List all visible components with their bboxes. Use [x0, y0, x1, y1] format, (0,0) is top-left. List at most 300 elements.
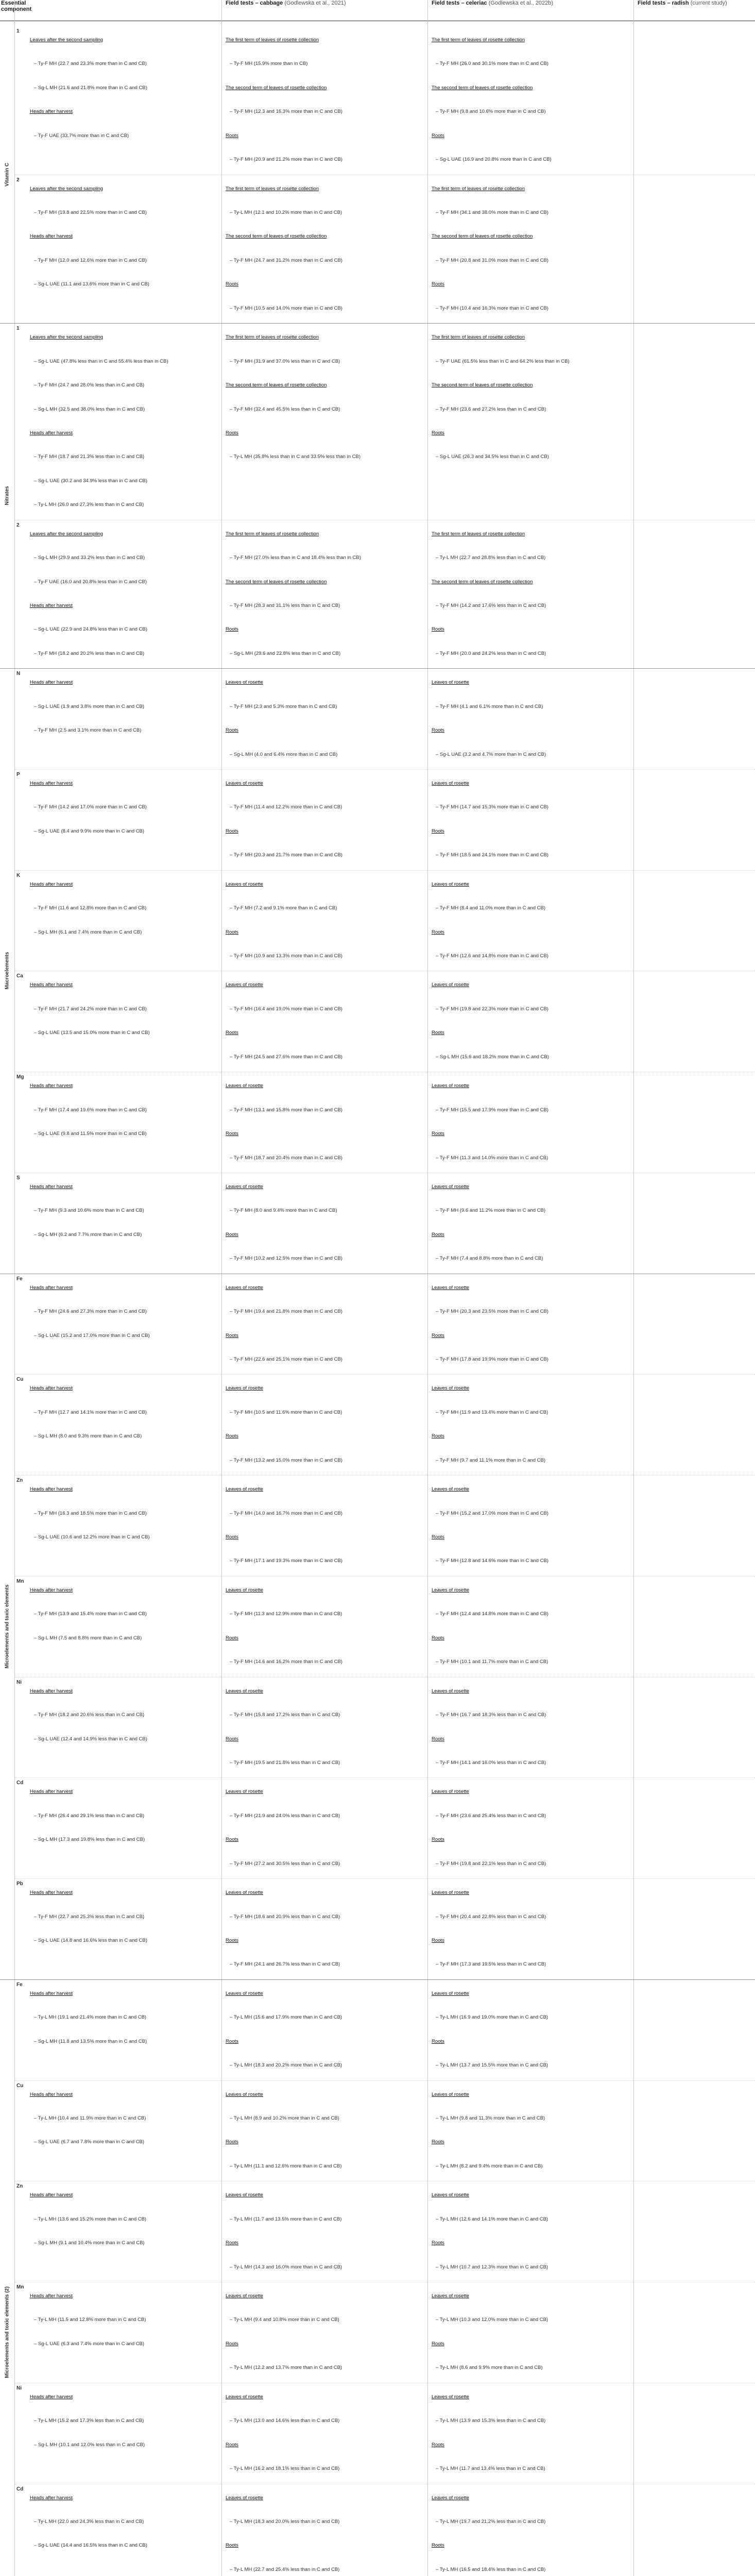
cell-item: – Ty-F MH (7.2 and 9.1% more than in C and CB)	[226, 896, 406, 920]
cell-subheading: Leaves of rosette	[226, 680, 263, 686]
cell-subheading: Roots	[226, 1030, 238, 1036]
column-divider	[14, 0, 15, 2576]
cell-item: – Sg-L MH (29.9 and 33.2% less than in C and CB)	[30, 546, 195, 570]
result-cell-cabbage	[30, 1579, 195, 1650]
cell-subheading: Roots	[432, 727, 444, 734]
cell-item: – Ty-L MH (22.7 and 25.4% less than in C and CB)	[226, 2558, 406, 2576]
cell-item: – Ty-L MH (26.0 and 27.3% less than in C and CB)	[30, 493, 195, 517]
cell-item: – Sg-L UAE (3.2 and 4.7% more than in C and CB)	[432, 743, 638, 767]
cell-subheading: Roots	[226, 2139, 238, 2145]
cell-item: – Ty-F MH (13.9 and 15.4% more than in C and CB)	[30, 1602, 195, 1626]
cell-item: – Ty-F MH (14.6 and 16.2% more than in C and CB)	[226, 1650, 406, 1674]
cell-subheading: Roots	[226, 281, 238, 287]
cell-item: – Ty-F MH (12.3 and 16.3% more than in C and CB)	[226, 100, 406, 124]
result-cell-celeriac	[226, 1982, 406, 2078]
result-cell-radish	[432, 1175, 638, 1271]
cell-subheading: Roots	[432, 1837, 444, 1843]
cell-item: – Sg-L UAE (30.2 and 34.9% less than in C and CB)	[30, 469, 195, 493]
result-cell-cabbage	[30, 1175, 195, 1247]
result-cell-celeriac	[226, 2083, 406, 2179]
cell-subheading: Roots	[226, 2543, 238, 2549]
cell-subheading: Roots	[432, 2442, 444, 2448]
cell-subheading: Heads after harvest	[30, 1789, 73, 1795]
cell-item: – Sg-L UAE (15.2 and 17.0% more than in C and CB)	[30, 1324, 195, 1348]
cell-subheading: The second term of leaves of rosette collection	[432, 382, 533, 388]
row-symbol: S	[16, 1175, 20, 1181]
cell-subheading: Roots	[226, 1131, 238, 1137]
group-separator	[0, 1979, 755, 1980]
result-cell-celeriac	[226, 177, 406, 321]
cell-subheading: Roots	[432, 2543, 444, 2549]
cell-subheading: Leaves of rosette	[226, 1385, 263, 1392]
cell-subheading: Leaves of rosette	[226, 2091, 263, 2097]
cell-subheading: Leaves of rosette	[432, 1083, 469, 1089]
cell-item: – Sg-L MH (17.3 and 19.8% less than in C and CB)	[30, 1828, 195, 1852]
result-cell-celeriac	[226, 671, 406, 767]
row-symbol: Fe	[16, 1276, 23, 1282]
cell-subheading: The first term of leaves of rosette collection	[432, 334, 525, 341]
cell-subheading: Roots	[432, 1635, 444, 1641]
cell-item: – Ty-L MH (35.8% less than in C and 33.5% less than in CB)	[226, 445, 406, 469]
cell-item: – Ty-F MH (11.3 and 12.9% more than in C and CB)	[226, 1602, 406, 1626]
row-separator	[14, 870, 755, 871]
cell-item: – Sg-L UAE (9.8 and 11.5% more than in C and CB)	[30, 1122, 195, 1146]
cell-subheading: Roots	[226, 1534, 238, 1540]
cell-subheading: Roots	[432, 430, 444, 436]
cell-subheading: The second term of leaves of rosette collection	[226, 233, 327, 240]
result-cell-celeriac	[226, 1276, 406, 1372]
cell-item: – Ty-F MH (20.9 and 21.2% more than in C and CB)	[226, 148, 406, 172]
cell-subheading: Leaves of rosette	[226, 2293, 263, 2299]
result-cell-radish	[432, 1579, 638, 1674]
col-header-celeriac-ref: (Godlewska et al., 2022b)	[488, 0, 554, 6]
cell-subheading: Roots	[226, 1635, 238, 1641]
row-symbol: Mn	[16, 2284, 24, 2291]
row-separator	[14, 1576, 755, 1577]
cell-item: – Sg-L UAE (47.8% less than in C and 55.4% less than in CB)	[30, 350, 195, 374]
col-header-radish	[638, 0, 751, 6]
cell-subheading: The second term of leaves of rosette collection	[226, 382, 327, 388]
cell-item: – Ty-L MH (13.7 and 15.5% more than in C and CB)	[432, 2054, 638, 2077]
cell-item: – Ty-L MH (15.6 and 17.9% more than in C and CB)	[226, 2006, 406, 2029]
result-cell-radish	[432, 1276, 638, 1372]
cell-subheading: Roots	[226, 1231, 238, 1238]
result-cell-cabbage	[30, 1881, 195, 1953]
cell-subheading: Roots	[226, 1837, 238, 1843]
cell-item: – Ty-F MH (20.0 and 24.2% less than in C and CB)	[432, 642, 638, 666]
cell-subheading: The first term of leaves of rosette collection	[226, 185, 319, 192]
cell-item: – Ty-L MH (10.4 and 11.9% more than in C and CB)	[30, 2107, 195, 2130]
row-symbol: Ni	[16, 1679, 22, 1685]
cell-item: – Ty-F MH (11.6 and 12.8% more than in C and CB)	[30, 896, 195, 920]
cell-subheading: Heads after harvest	[30, 1486, 73, 1493]
cell-subheading: Leaves of rosette	[432, 1789, 469, 1795]
result-cell-celeriac	[226, 973, 406, 1069]
cell-subheading: Roots	[226, 1433, 238, 1439]
cell-subheading: Roots	[226, 1332, 238, 1338]
cell-subheading: Roots	[432, 132, 444, 139]
row-symbol: 1	[16, 28, 20, 34]
result-cell-celeriac	[226, 1780, 406, 1876]
cell-subheading: Leaves of rosette	[432, 781, 469, 786]
cell-subheading: Heads after harvest	[30, 2495, 73, 2501]
result-cell-cabbage	[30, 522, 195, 666]
cell-item: – Ty-L MH (8.9 and 10.2% more than in C and CB)	[226, 2107, 406, 2130]
cell-subheading: Heads after harvest	[30, 1990, 73, 1996]
cell-subheading: Leaves of rosette	[432, 2394, 469, 2400]
group-label	[0, 1979, 14, 2576]
cell-item: – Ty-L MH (19.7 and 21.2% less than in C and CB)	[432, 2510, 638, 2534]
cell-subheading: Roots	[432, 929, 444, 935]
cell-item: – Ty-F MH (23.6 and 27.2% less than in C and CB)	[432, 398, 638, 421]
cell-subheading: Leaves of rosette	[226, 982, 263, 988]
row-symbol: Cu	[16, 1377, 24, 1383]
cell-item: – Ty-F MH (8.0 and 9.4% more than in C and CB)	[226, 1199, 406, 1223]
cell-item: – Ty-L MH (10.7 and 12.3% more than in C and CB)	[432, 2256, 638, 2279]
cell-item: – Ty-F MH (22.7 and 25.3% less than in C and CB)	[30, 1905, 195, 1929]
cell-item: – Ty-F MH (19.8 and 22.1% less than in C and CB)	[432, 1852, 638, 1876]
cell-subheading: Roots	[226, 929, 238, 935]
col-header-element-label: Essential component	[1, 0, 32, 12]
cell-item: – Ty-L MH (19.1 and 21.4% more than in C and CB)	[30, 2006, 195, 2029]
cell-item: – Ty-F MH (31.9 and 37.0% less than in C and CB)	[226, 350, 406, 374]
group-label-text: Vitamin C	[4, 162, 10, 187]
cell-subheading: Heads after harvest	[30, 1183, 73, 1190]
cell-item: – Ty-L MH (8.6 and 9.9% more than in C and CB)	[432, 2356, 638, 2380]
group-separator	[0, 668, 755, 669]
result-cell-cabbage	[30, 2284, 195, 2356]
cell-item: – Ty-L MH (13.9 and 15.3% less than in C and CB)	[432, 2409, 638, 2433]
cell-item: – Ty-F MH (18.2 and 20.2% less than in C and CB)	[30, 642, 195, 666]
cell-item: – Sg-L UAE (11.1 and 13.6% more than in C and CB)	[30, 273, 195, 296]
cell-subheading: Heads after harvest	[30, 1083, 73, 1089]
cell-item: – Ty-F MH (19.4 and 21.8% more than in C and CB)	[226, 1300, 406, 1324]
cell-item: – Ty-F MH (18.5 and 24.1% more than in C and CB)	[432, 843, 638, 867]
result-cell-cabbage	[30, 772, 195, 843]
result-cell-radish	[432, 671, 638, 767]
cell-item: – Sg-L MH (21.6 and 21.8% more than in C and CB)	[30, 76, 195, 100]
cell-item: – Ty-F MH (27.2 and 30.5% less than in C and CB)	[226, 1852, 406, 1876]
cell-item: – Ty-F MH (10.5 and 11.6% more than in C and CB)	[226, 1401, 406, 1425]
cell-subheading: Roots	[432, 1332, 444, 1338]
cell-item: – Sg-L UAE (16.9 and 20.8% more than in C and CB)	[432, 148, 638, 172]
cell-subheading: The first term of leaves of rosette collection	[432, 37, 525, 43]
cell-item: – Ty-F MH (14.2 and 17.6% less than in C and CB)	[432, 594, 638, 618]
cell-item: – Ty-F MH (17.8 and 19.9% more than in C and CB)	[432, 1348, 638, 1371]
cell-item: – Ty-F MH (27.0% less than in C and 18.4% less than in CB)	[226, 546, 406, 570]
cell-subheading: Leaves of rosette	[226, 1486, 263, 1493]
cell-subheading: Leaves of rosette	[432, 982, 469, 988]
group-label-text: Microelements and toxic elements	[4, 1584, 10, 1669]
result-cell-radish	[432, 28, 638, 172]
cell-subheading: Heads after harvest	[30, 2091, 73, 2097]
cell-subheading: Roots	[226, 828, 238, 834]
result-cell-cabbage	[30, 2385, 195, 2457]
cell-item: – Ty-F MH (12.8 and 14.6% more than in C and CB)	[432, 1549, 638, 1573]
cell-subheading: Leaves of rosette	[432, 1688, 469, 1694]
cell-item: – Ty-F MH (18.7 and 20.4% more than in C and CB)	[226, 1146, 406, 1170]
cell-subheading: Heads after harvest	[30, 1587, 73, 1593]
cell-subheading: The second term of leaves of rosette collection	[432, 233, 533, 240]
result-cell-cabbage	[30, 2486, 195, 2558]
cell-item: – Ty-F MH (14.7 and 15.3% more than in C and CB)	[432, 795, 638, 819]
result-cell-cabbage	[30, 1982, 195, 2054]
cell-item: – Ty-F MH (12.4 and 14.8% more than in C and CB)	[432, 1602, 638, 1626]
cell-subheading: Leaves of rosette	[432, 2293, 469, 2299]
cell-item: – Ty-L MH (11.7 and 13.4% less than in C and CB)	[432, 2457, 638, 2481]
result-cell-celeriac	[226, 2183, 406, 2279]
cell-item: – Ty-F MH (19.5 and 21.8% less than in C and CB)	[226, 1751, 406, 1775]
cell-item: – Ty-F MH (9.8 and 10.6% more than in C and CB)	[432, 100, 638, 124]
cell-item: – Sg-L MH (8.0 and 9.3% more than in C and CB)	[30, 1425, 195, 1448]
result-cell-cabbage	[30, 326, 195, 517]
result-cell-cabbage	[30, 1276, 195, 1348]
cell-subheading: Heads after harvest	[30, 982, 73, 988]
result-cell-celeriac	[226, 772, 406, 868]
cell-item: – Ty-F MH (15.9% more than in CB)	[226, 52, 406, 76]
result-cell-radish	[432, 772, 638, 868]
cell-item: – Sg-L UAE (12.4 and 14.9% less than in C and CB)	[30, 1727, 195, 1751]
cell-subheading: Roots	[432, 2240, 444, 2246]
cell-subheading: The first term of leaves of rosette collection	[226, 334, 319, 341]
result-cell-radish	[432, 2385, 638, 2481]
cell-subheading: Roots	[226, 2240, 238, 2246]
cell-item: – Ty-F MH (19.8 and 22.3% more than in C and CB)	[432, 997, 638, 1021]
cell-item: – Ty-F MH (10.2 and 12.5% more than in C and CB)	[226, 1247, 406, 1270]
cell-subheading: Roots	[432, 1231, 444, 1238]
cell-item: – Ty-F MH (16.3 and 18.5% more than in C and CB)	[30, 1502, 195, 1526]
cell-subheading: Heads after harvest	[30, 2394, 73, 2400]
cell-item: – Ty-L MH (22.7 and 28.8% less than in C and CB)	[432, 546, 638, 570]
result-cell-celeriac	[226, 1881, 406, 1977]
row-symbol: N	[16, 671, 21, 677]
result-cell-cabbage	[30, 671, 195, 742]
row-symbol: Pb	[16, 1881, 23, 1887]
row-symbol: Cd	[16, 1780, 24, 1786]
cell-item: – Ty-L MH (8.2 and 9.4% more than in C and CB)	[432, 2155, 638, 2178]
cell-subheading: Heads after harvest	[30, 2192, 73, 2198]
cell-subheading: The first term of leaves of rosette collection	[432, 185, 525, 192]
result-cell-radish	[432, 522, 638, 666]
cell-subheading: Leaves of rosette	[226, 1688, 263, 1694]
cell-item: – Sg-L UAE (10.6 and 12.2% more than in C and CB)	[30, 1526, 195, 1549]
cell-subheading: Leaves of rosette	[226, 1789, 263, 1795]
cell-item: – Ty-F MH (4.1 and 6.1% more than in C and CB)	[432, 695, 638, 719]
cell-item: – Ty-L MH (11.7 and 13.5% more than in C and CB)	[226, 2208, 406, 2231]
cell-subheading: Heads after harvest	[30, 881, 73, 887]
cell-item: – Ty-L MH (11.1 and 12.6% more than in C and CB)	[226, 2155, 406, 2178]
cell-item: – Ty-F MH (24.7 and 28.0% less than in C and CB)	[30, 374, 195, 397]
cell-subheading: Leaves of rosette	[432, 1587, 469, 1593]
cell-subheading: Leaves of rosette	[432, 2091, 469, 2097]
result-cell-celeriac	[226, 873, 406, 969]
cell-item: – Ty-L MH (22.0 and 24.3% less than in C and CB)	[30, 2510, 195, 2534]
cell-item: – Ty-F MH (10.9 and 13.3% more than in C and CB)	[226, 944, 406, 968]
result-cell-cabbage	[30, 1680, 195, 1751]
row-symbol: Zn	[16, 1478, 23, 1484]
cell-item: – Ty-F MH (13.2 and 15.0% more than in C and CB)	[226, 1449, 406, 1472]
row-symbol: Ni	[16, 2385, 22, 2391]
cell-item: – Ty-F MH (21.9 and 24.0% less than in C and CB)	[226, 1804, 406, 1828]
row-symbol: Ca	[16, 973, 23, 979]
result-cell-cabbage	[30, 873, 195, 944]
cell-subheading: The second term of leaves of rosette collection	[226, 84, 327, 91]
result-cell-radish	[432, 1074, 638, 1170]
cell-item: – Ty-L MH (12.6 and 14.1% more than in C and CB)	[432, 2208, 638, 2231]
row-separator	[14, 2080, 755, 2081]
cell-subheading: The first term of leaves of rosette collection	[226, 531, 319, 537]
cell-subheading: Roots	[226, 626, 238, 633]
cell-item: – Ty-L MH (14.3 and 16.0% more than in C and CB)	[226, 2256, 406, 2279]
cell-item: – Ty-F MH (15.2 and 17.0% more than in C and CB)	[432, 1502, 638, 1526]
cell-subheading: The first term of leaves of rosette collection	[432, 531, 525, 537]
cell-subheading: Roots	[432, 626, 444, 633]
result-cell-celeriac	[226, 1074, 406, 1170]
cell-subheading: Roots	[432, 1433, 444, 1439]
cell-subheading: Leaves of rosette	[226, 1890, 263, 1896]
cell-item: – Ty-F MH (34.1 and 38.0% more than in C and CB)	[432, 201, 638, 225]
result-cell-cabbage	[30, 1780, 195, 1852]
cell-item: – Sg-L UAE (6.3 and 7.4% more than in C and CB)	[30, 2332, 195, 2356]
cell-item: – Ty-F MH (16.4 and 19.0% more than in C and CB)	[226, 997, 406, 1021]
result-cell-radish	[432, 973, 638, 1069]
cell-item: – Ty-F MH (13.1 and 15.8% more than in C and CB)	[226, 1098, 406, 1122]
cell-item: – Ty-F MH (28.3 and 31.1% less than in C and CB)	[226, 594, 406, 618]
result-cell-cabbage	[30, 973, 195, 1045]
cell-subheading: Leaves of rosette	[226, 1587, 263, 1593]
result-cell-radish	[432, 1982, 638, 2078]
row-symbol: Mg	[16, 1074, 24, 1080]
cell-item: – Ty-F MH (18.7 and 21.3% less than in C and CB)	[30, 445, 195, 469]
group-label	[0, 323, 14, 668]
group-label	[0, 1274, 14, 1979]
result-cell-radish	[432, 2486, 638, 2576]
result-cell-celeriac	[226, 326, 406, 469]
cell-subheading: Heads after harvest	[30, 1284, 73, 1291]
col-header-celeriac	[432, 0, 627, 6]
cell-item: – Ty-L MH (13.6 and 15.2% more than in C and CB)	[30, 2208, 195, 2231]
cell-subheading: Leaves of rosette	[432, 881, 469, 887]
cell-subheading: Leaves of rosette	[226, 881, 263, 887]
cell-item: – Ty-L MH (12.2 and 13.7% more than in C and CB)	[226, 2356, 406, 2380]
cell-subheading: Heads after harvest	[30, 1385, 73, 1392]
cell-subheading: Leaves of rosette	[432, 1385, 469, 1392]
result-cell-radish	[432, 1478, 638, 1573]
cell-subheading: Leaves of rosette	[432, 1990, 469, 1996]
cell-item: – Ty-F MH (16.7 and 18.3% less than in C and CB)	[432, 1703, 638, 1727]
cell-item: – Ty-L MH (10.3 and 12.0% more than in C and CB)	[432, 2308, 638, 2332]
cell-item: – Ty-F MH (19.8 and 22.5% more than in C and CB)	[30, 201, 195, 225]
cell-item: – Ty-L MH (12.1 and 10.2% more than in C and CB)	[226, 201, 406, 225]
cell-item: – Sg-L MH (4.0 and 6.4% more than in C and CB)	[226, 743, 406, 767]
row-symbol: Cd	[16, 2486, 24, 2492]
col-header-cabbage-ref: (Godlewska et al., 2021)	[284, 0, 346, 6]
cell-item: – Ty-F UAE (33.7% more than in C and CB)	[30, 124, 195, 148]
row-separator	[14, 769, 755, 770]
cell-item: – Ty-F MH (21.7 and 24.2% more than in C and CB)	[30, 997, 195, 1021]
col-header-radish-label: Field tests – radish	[638, 0, 689, 6]
cell-item: – Ty-F UAE (61.5% less than in C and 64.2% less than in CB)	[432, 350, 638, 374]
row-separator	[14, 1374, 755, 1375]
cell-item: – Ty-F MH (15.5 and 17.9% more than in C and CB)	[432, 1098, 638, 1122]
cell-item: – Ty-F MH (20.3 and 23.5% more than in C and CB)	[432, 1300, 638, 1324]
cell-item: – Sg-L MH (9.1 and 10.4% more than in C and CB)	[30, 2231, 195, 2255]
row-symbol: Zn	[16, 2183, 23, 2190]
result-cell-cabbage	[30, 1074, 195, 1146]
cell-subheading: Heads after harvest	[30, 1688, 73, 1694]
cell-item: – Ty-F MH (18.6 and 20.9% less than in C and CB)	[226, 1905, 406, 1929]
cell-subheading: Leaves of rosette	[226, 781, 263, 786]
cell-item: – Ty-F MH (20.4 and 22.8% less than in C and CB)	[432, 1905, 638, 1929]
cell-item: – Ty-F MH (26.0 and 30.1% more than in C and CB)	[432, 52, 638, 76]
cell-subheading: Roots	[226, 727, 238, 734]
cell-item: – Sg-L UAE (22.9 and 24.8% less than in C and CB)	[30, 618, 195, 641]
cell-item: – Ty-F MH (14.2 and 17.0% more than in C and CB)	[30, 795, 195, 819]
cell-item: – Ty-F MH (11.3 and 14.0% more than in C and CB)	[432, 1146, 638, 1170]
cell-item: – Ty-F MH (14.0 and 16.7% more than in C and CB)	[226, 1502, 406, 1526]
cell-item: – Ty-F MH (22.6 and 25.1% more than in C and CB)	[226, 1348, 406, 1371]
group-label-text: Nitrates	[4, 486, 10, 505]
group-label-text: Microelements and toxic elements (2)	[4, 2286, 10, 2378]
cell-subheading: Leaves of rosette	[226, 1183, 263, 1190]
row-separator	[14, 1777, 755, 1778]
cell-item: – Sg-L UAE (8.4 and 9.9% more than in C and CB)	[30, 820, 195, 843]
cell-item: – Ty-F MH (12.6 and 14.8% more than in C and CB)	[432, 944, 638, 968]
cell-item: – Ty-F MH (24.6 and 27.3% more than in C and CB)	[30, 1300, 195, 1324]
cell-item: – Ty-L MH (18.3 and 20.0% less than in C and CB)	[226, 2510, 406, 2534]
row-symbol: P	[16, 772, 20, 777]
result-cell-cabbage	[30, 1377, 195, 1448]
column-divider	[221, 0, 222, 2576]
cell-item: – Ty-F MH (9.6 and 11.2% more than in C and CB)	[432, 1199, 638, 1223]
cell-subheading: Roots	[432, 1736, 444, 1742]
cell-item: – Ty-F MH (15.8 and 17.2% less than in C and CB)	[226, 1703, 406, 1727]
cell-subheading: Leaves of rosette	[226, 1284, 263, 1291]
cell-subheading: Roots	[432, 2038, 444, 2044]
cell-item: – Ty-F UAE (16.0 and 20.8% less than in C and CB)	[30, 570, 195, 594]
cell-item: – Sg-L MH (29.6 and 22.8% less than in C and CB)	[226, 642, 406, 666]
col-header-cabbage	[226, 0, 411, 6]
row-symbol: Mn	[16, 1578, 24, 1584]
cell-item: – Ty-F MH (11.9 and 13.4% more than in C and CB)	[432, 1401, 638, 1425]
result-cell-radish	[432, 1881, 638, 1977]
cell-subheading: Heads after harvest	[30, 109, 73, 115]
result-cell-radish	[432, 2284, 638, 2380]
cell-subheading: Leaves after the second sampling	[30, 37, 104, 43]
cell-item: – Ty-L MH (9.8 and 11.3% more than in C and CB)	[432, 2107, 638, 2130]
result-cell-cabbage	[30, 28, 195, 148]
cell-subheading: The second term of leaves of rosette collection	[432, 579, 533, 585]
cell-item: – Ty-L MH (11.5 and 12.8% more than in C and CB)	[30, 2308, 195, 2332]
cell-subheading: Roots	[226, 2341, 238, 2347]
cell-item: – Ty-F MH (9.3 and 10.6% more than in C and CB)	[30, 1199, 195, 1223]
cell-item: – Sg-L MH (6.1 and 7.4% more than in C and CB)	[30, 921, 195, 944]
cell-item: – Ty-F MH (18.2 and 20.6% less than in C and CB)	[30, 1703, 195, 1727]
cell-subheading: The first term of leaves of rosette collection	[226, 37, 319, 43]
cell-subheading: Leaves of rosette	[226, 2495, 263, 2501]
cell-item: – Sg-L MH (11.8 and 13.5% more than in C and CB)	[30, 2030, 195, 2054]
cell-item: – Ty-L MH (9.4 and 10.8% more than in C and CB)	[226, 2308, 406, 2332]
col-header-element	[1, 0, 32, 12]
row-separator	[14, 1878, 755, 1879]
cell-item: – Sg-L MH (7.5 and 8.8% more than in C and CB)	[30, 1626, 195, 1650]
cell-item: – Ty-F MH (14.1 and 16.0% less than in C and CB)	[432, 1751, 638, 1775]
cell-item: – Ty-L MH (15.2 and 17.3% less than in C and CB)	[30, 2409, 195, 2433]
cell-item: – Ty-L MH (16.5 and 18.4% less than in C and CB)	[432, 2558, 638, 2576]
cell-item: – Ty-F MH (32.4 and 45.5% less than in C and CB)	[226, 398, 406, 421]
cell-subheading: Leaves after the second sampling	[30, 334, 104, 341]
row-symbol: Cu	[16, 2082, 24, 2089]
